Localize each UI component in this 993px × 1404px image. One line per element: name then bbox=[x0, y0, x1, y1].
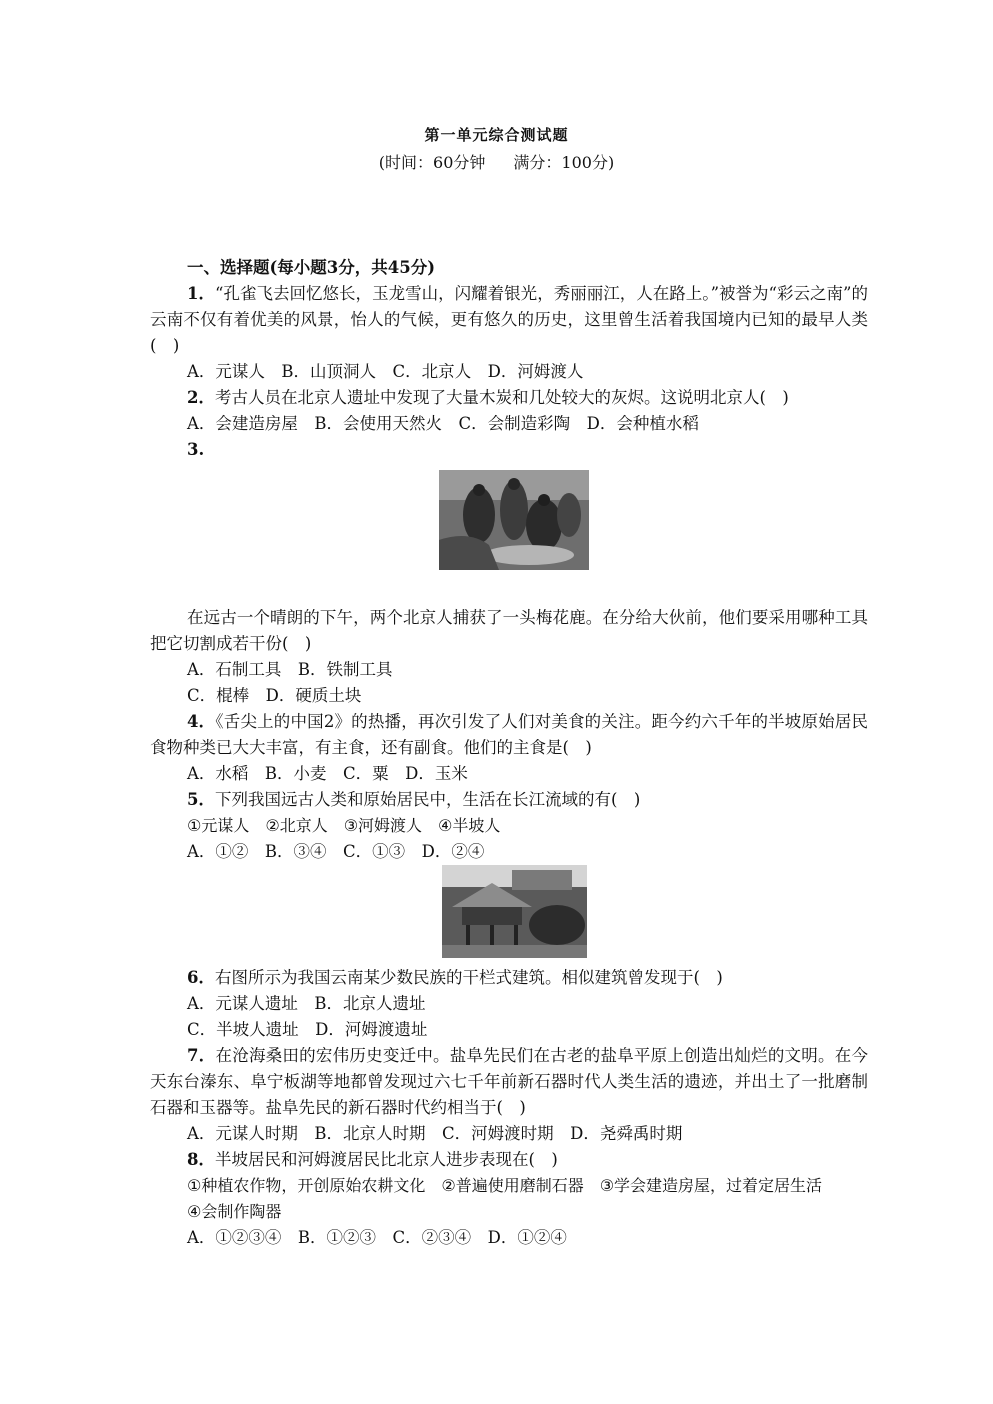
question-number: 7． bbox=[187, 1046, 216, 1065]
question-6 bbox=[150, 965, 868, 991]
question-3-options-line-2: C．棍棒 D．硬质土块 bbox=[187, 686, 362, 705]
question-2-options: A．会建造房屋 B．会使用天然火 C．会制造彩陶 D．会种植水稻 bbox=[187, 414, 699, 433]
stilt-house-illustration bbox=[442, 865, 587, 958]
question-number: 4． bbox=[187, 712, 216, 731]
question-number: 1． bbox=[187, 284, 216, 303]
question-5 bbox=[150, 787, 868, 813]
question-stem: 下列我国远古人类和原始居民中，生活在长江流域的有( ) bbox=[214, 790, 641, 809]
question-7 bbox=[150, 1043, 868, 1121]
question-3-options-line-1: A．石制工具 B．铁制工具 bbox=[187, 660, 393, 679]
question-stem: 考古人员在北京人遗址中发现了大量木炭和几处较大的灰烬。这说明北京人( ) bbox=[214, 388, 789, 407]
question-stem: 右图所示为我国云南某少数民族的干栏式建筑。相似建筑曾发现于( ) bbox=[214, 968, 723, 987]
page-title: 第一单元综合测试题 bbox=[424, 126, 569, 144]
question-3 bbox=[150, 605, 868, 657]
question-number: 6． bbox=[187, 968, 215, 987]
question-number: 2． bbox=[187, 388, 215, 407]
question-number: 8． bbox=[187, 1150, 215, 1169]
question-4-options: A．水稻 B．小麦 C．粟 D．玉米 bbox=[187, 764, 468, 783]
question-list bbox=[150, 255, 868, 1251]
question-8 bbox=[150, 1147, 868, 1173]
question-8-options: A．①②③④ B．①②③ C．②③④ D．①②④ bbox=[187, 1228, 567, 1247]
question-stem: 《舌尖上的中国2》的热播，再次引发了人们对美食的关注。距今约六千年的半坡原始居民食物种类已大大丰富，有主食，还有副食。他们的主食是( ) bbox=[150, 712, 869, 757]
question-number: 5． bbox=[187, 790, 215, 809]
peking-man-image bbox=[439, 470, 589, 570]
question-8-items-line-1: ①种植农作物，开创原始农耕文化 ②普遍使用磨制石器 ③学会建造房屋，过着定居生活 bbox=[187, 1176, 823, 1195]
question-1-options: A．元谋人 B．山顶洞人 C．北京人 D．河姆渡人 bbox=[187, 362, 584, 381]
question-6-options-line-2: C．半坡人遗址 D．河姆渡遗址 bbox=[187, 1020, 428, 1039]
question-stem: 在远古一个晴朗的下午，两个北京人捕获了一头梅花鹿。在分给大伙前，他们要采用哪种工具把它切割成若干份( ) bbox=[150, 608, 868, 653]
question-stem: 半坡居民和河姆渡居民比北京人进步表现在( ) bbox=[214, 1150, 558, 1169]
question-3-number bbox=[150, 437, 868, 463]
page-subtitle bbox=[0, 150, 993, 173]
section-title: 一、选择题(每小题3分，共45分) bbox=[187, 258, 436, 277]
question-stem: “孔雀飞去回忆悠长，玉龙雪山，闪耀着银光，秀丽丽江，人在路上。”被誉为“彩云之南”的云南不仅有着优美的风景，怡人的气候，更有悠久的历史，这里曾生活着我国境内已知的最早人类( ) bbox=[150, 284, 868, 355]
question-8-items-line-2: ④会制作陶器 bbox=[187, 1202, 282, 1221]
question-7-options: A．元谋人时期 B．北京人时期 C．河姆渡时期 D．尧舜禹时期 bbox=[187, 1124, 683, 1143]
stilt-house-image bbox=[442, 865, 587, 958]
question-number: 3. bbox=[187, 440, 205, 459]
question-6-options-line-1: A．元谋人遗址 B．北京人遗址 bbox=[187, 994, 426, 1013]
peking-man-illustration bbox=[439, 470, 589, 570]
time-limit: (时间：60分钟 bbox=[378, 153, 486, 172]
question-4 bbox=[150, 709, 868, 761]
question-1 bbox=[150, 281, 868, 359]
full-score: 满分：100分) bbox=[513, 153, 615, 172]
question-2 bbox=[150, 385, 868, 411]
question-5-items: ①元谋人 ②北京人 ③河姆渡人 ④半坡人 bbox=[187, 816, 501, 835]
question-5-options: A．①② B．③④ C．①③ D．②④ bbox=[187, 842, 485, 861]
question-stem: 在沧海桑田的宏伟历史变迁中。盐阜先民们在古老的盐阜平原上创造出灿烂的文明。在今天东台溱东、阜宁板湖等地都曾发现过六七千年前新石器时代人类生活的遗迹，并出土了一批磨制石器和玉器等。盐阜先民的新石器时代约相当于( ) bbox=[150, 1046, 869, 1117]
